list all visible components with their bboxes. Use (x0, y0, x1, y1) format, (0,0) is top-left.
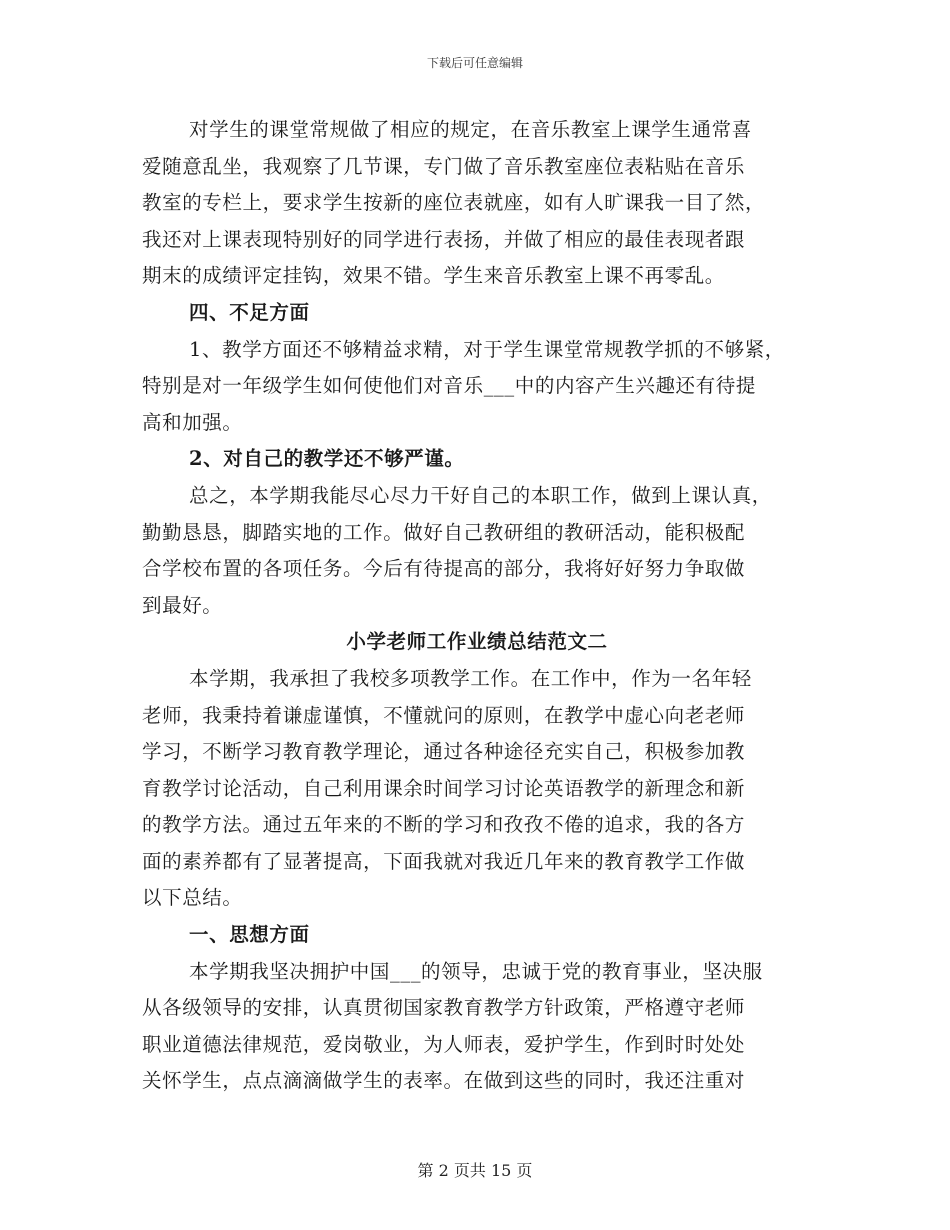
page-header: 下载后可任意编辑 (426, 56, 523, 70)
body-line: 关怀学生，点点滴滴做学生的表率。在做到这些的同时，我还注重对 (142, 1069, 746, 1093)
body-line: 面的素养都有了显著提高，下面我就对我近几年来的教育教学工作做 (142, 849, 746, 873)
document-body (142, 112, 812, 1100)
body-line: 本学期，我承担了我校多项教学工作。在工作中，作为一名年轻 (189, 666, 752, 690)
body-line: 的教学方法。通过五年来的不断的学习和孜孜不倦的追求，我的各方 (142, 813, 746, 837)
body-line: 爱随意乱坐，我观察了几节课，专门做了音乐教室座位表粘贴在音乐 (142, 154, 746, 178)
body-line: 勤勤恳恳，脚踏实地的工作。做好自己教研组的教研活动，能积极配 (142, 520, 746, 544)
body-line: 对学生的课堂常规做了相应的规定，在音乐教室上课学生通常喜 (189, 118, 752, 141)
body-line: 总之，本学期我能尽心尽力干好自己的本职工作，做到上课认真， (189, 483, 772, 507)
body-line: 教室的专栏上，要求学生按新的座位表就座，如有人旷课我一目了然， (142, 191, 766, 215)
body-line: 高和加强。 (142, 410, 243, 434)
body-line: 期末的成绩评定挂钩，效果不错。学生来音乐教室上课不再零乱。 (142, 264, 725, 288)
body-line: 合学校布置的各项任务。今后有待提高的部分，我将好好努力争取做 (142, 557, 746, 581)
body-line: 育教学讨论活动，自己利用课余时间学习讨论英语教学的新理念和新 (142, 776, 746, 800)
body-line: 特别是对一年级学生如何使他们对音乐___中的内容产生兴趣还有待提 (142, 374, 756, 398)
body-line: 到最好。 (142, 593, 223, 617)
body-line: 以下总结。 (142, 886, 243, 910)
body-line: 职业道德法律规范，爱岗敬业，为人师表，爱护学生，作到时时处处 (142, 1032, 746, 1056)
body-line: 我还对上课表现特别好的同学进行表扬，并做了相应的最佳表现者跟 (142, 227, 746, 251)
body-line: 老师，我秉持着谦虚谨慎，不懂就问的原则，在教学中虚心向老老师 (142, 703, 746, 727)
document-subtitle: 小学老师工作业绩总结范文二 (346, 630, 608, 654)
body-line: 学习，不断学习教育教学理论，通过各种途径充实自己，积极参加教 (142, 740, 746, 764)
body-line: 1、教学方面还不够精益求精，对于学生课堂常规教学抓的不够紧， (189, 337, 785, 361)
body-line: 2、对自己的教学还不够严谨。 (189, 447, 465, 471)
body-line: 本学期我坚决拥护中国___的领导，忠诚于党的教育事业，坚决服 (189, 959, 763, 983)
body-line: 从各级领导的安排，认真贯彻国家教育教学方针政策，严格遵守老师 (142, 996, 746, 1020)
section-heading: 四、不足方面 (189, 300, 310, 324)
page-number: 第 2 页共 15 页 (417, 1161, 533, 1180)
section-heading: 一、思想方面 (189, 923, 310, 947)
